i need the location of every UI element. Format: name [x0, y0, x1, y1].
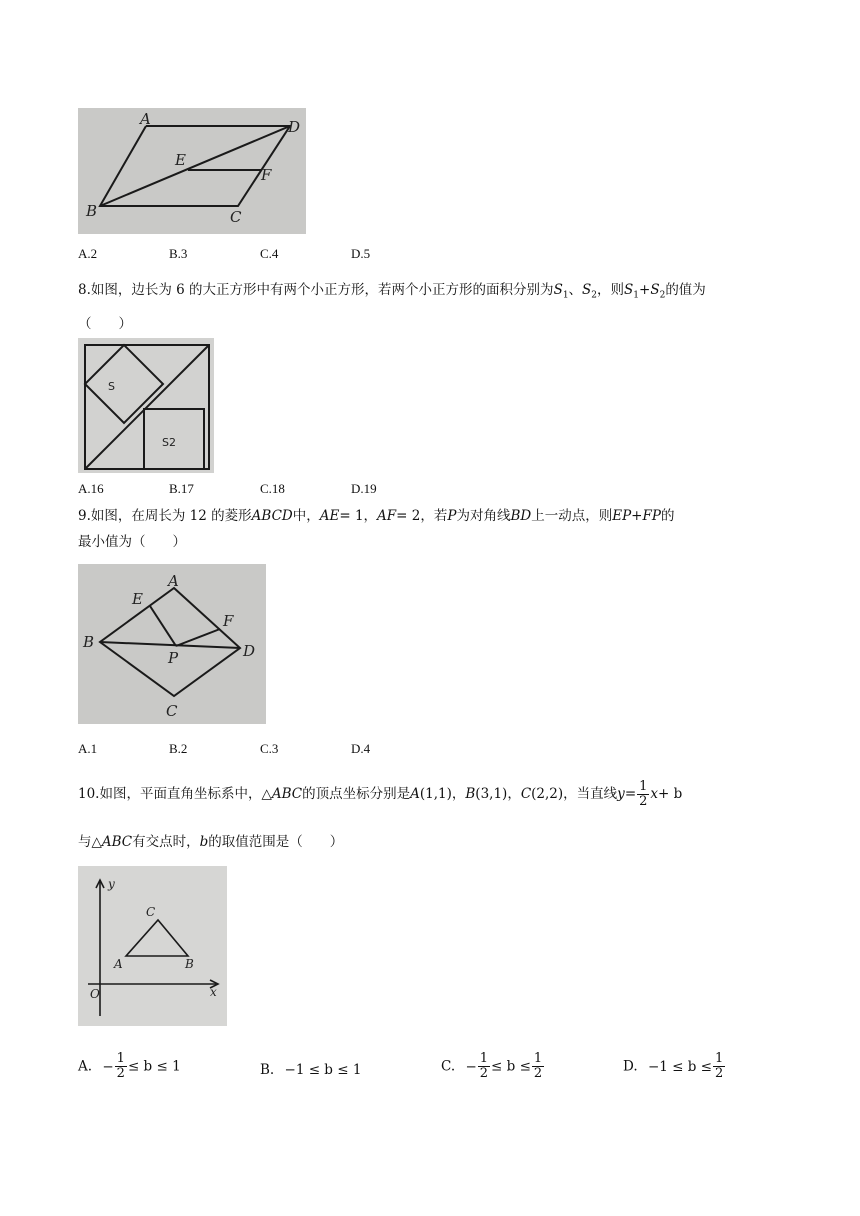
q10-label-y: y — [108, 877, 115, 891]
q9-option-b: B.2 — [169, 741, 188, 756]
q10-option-c-fraction-1: $\frac{1}{2}$ — [479, 1051, 489, 1081]
q9-segment-ep — [150, 606, 176, 646]
q8-square-s1 — [85, 345, 163, 423]
q10-option-b — [260, 1062, 361, 1078]
q8-text-a: 8.如图，边长为 6 的大正方形中有两个小正方形，若两个小正方形的面积分别为 — [78, 282, 554, 298]
q10-stem-line1: 10.如图，平面直角坐标系中，△ABC的顶点坐标分别是A(1,1)，B(3,1)，C(2,2)，当直线y= $\frac{1}{2}$ x+ b — [78, 779, 683, 809]
q7-label-c: C — [230, 208, 242, 226]
q8-option-b: B.17 — [169, 481, 194, 496]
q9-stem-line2: 最小值为（ ） — [78, 534, 186, 550]
q8-sum-s2: S — [650, 282, 660, 298]
q7-label-e: E — [175, 151, 186, 169]
q9-label-c: C — [166, 702, 178, 720]
q10-c-coord: (2,2) — [531, 786, 564, 802]
q9-text-a: 9.如图，在周长为 12 的菱形 — [78, 508, 252, 524]
q7-label-d: D — [288, 118, 301, 136]
q10-label-b: B — [185, 957, 194, 971]
q10-x: x — [650, 786, 659, 802]
q9-stem-line1 — [78, 506, 674, 526]
q9-label-p: P — [168, 649, 179, 667]
q10-a-coord: (1,1) — [419, 786, 452, 802]
q7-label-b: B — [86, 202, 98, 220]
q8-option-c: C.18 — [260, 481, 285, 496]
q10-option-d — [623, 1052, 726, 1081]
q10-b-coord: (3,1) — [475, 786, 508, 802]
q8-s1-sub: 1 — [562, 290, 569, 301]
q9-text-f: 的 — [660, 508, 675, 524]
q7-option-c: C.4 — [260, 246, 279, 261]
q9-eq2: = 2 — [396, 508, 421, 524]
q10-b: b — [199, 834, 209, 850]
q10-option-a-prefix: A. — [78, 1058, 93, 1075]
q10-point-a: A — [410, 786, 420, 802]
q8-sep: 、 — [568, 282, 583, 298]
q8-s2-sub: 2 — [591, 290, 598, 301]
q10-text-a: 10.如图，平面直角坐标系中，△ — [78, 786, 272, 802]
q9-label-e: E — [132, 590, 143, 608]
q10-slope-fraction: $\frac{1}{2}$ — [639, 779, 648, 809]
q9-fp: FP — [642, 508, 661, 524]
q9-af: AF — [377, 508, 397, 524]
q10-option-b-expr: −1 ≤ b ≤ 1 — [284, 1062, 362, 1078]
q8-option-d: D.19 — [351, 481, 377, 496]
q10-label-c: C — [146, 905, 156, 919]
q9-ep: EP — [612, 508, 632, 524]
q8-label-s2: S2 — [162, 436, 176, 449]
q9-text-e: 上一动点，则 — [531, 508, 613, 524]
q9-bd: BD — [510, 508, 532, 524]
q8-plus: + — [639, 282, 651, 298]
q8-sum-s1-sub: 1 — [633, 290, 640, 301]
q10-option-a-rest: ≤ b ≤ 1 — [127, 1058, 181, 1075]
q8-figure-squares — [78, 338, 214, 473]
q9-plus: + — [631, 508, 643, 524]
q10-point-c: C — [520, 786, 532, 802]
q10-option-d-fraction: $\frac{1}{2}$ — [714, 1051, 724, 1081]
q10-option-a-fraction: $\frac{1}{2}$ — [116, 1051, 125, 1081]
q8-sum-s2-sub: 2 — [659, 290, 666, 301]
q8-s2: S — [582, 282, 592, 298]
q9-option-d: D.4 — [351, 741, 371, 756]
q10-eq: = — [624, 786, 637, 802]
q8-label-s1: S — [108, 380, 115, 393]
q9-text-c: ，若 — [420, 508, 448, 524]
q10-option-c-prefix: C. — [441, 1058, 456, 1075]
q8-text-b: ，则 — [597, 282, 625, 298]
q9-abcd: ABCD — [251, 508, 293, 524]
q8-s1: S — [553, 282, 563, 298]
q7-option-d: D.5 — [351, 246, 371, 261]
q9-figure-rhombus — [78, 564, 266, 724]
q8-paren: （ ） — [78, 316, 132, 332]
q9-eq1: = 1 — [339, 508, 364, 524]
q9-text-d: 为对角线 — [456, 508, 511, 524]
q10-option-c-mid: ≤ b ≤ — [491, 1058, 531, 1075]
q10-option-c — [441, 1052, 545, 1081]
q10-abc: ABC — [271, 786, 303, 802]
q9-diagonal-bd — [100, 642, 240, 648]
q10-option-d-prefix: D. — [623, 1058, 638, 1075]
q10-option-c-fraction-2: $\frac{1}{2}$ — [533, 1051, 543, 1081]
q9-option-c: C.3 — [260, 741, 279, 756]
q7-label-a: A — [140, 110, 151, 128]
q9-label-b: B — [83, 633, 95, 651]
q10-option-a-minus: − — [102, 1058, 114, 1075]
q10-text-d: 与△ — [78, 834, 102, 850]
q10-option-d-expr: −1 ≤ b ≤ — [647, 1058, 712, 1075]
q7-option-b: B.3 — [169, 246, 188, 261]
q10-plus-b: + b — [658, 786, 683, 802]
q9-option-a: A.1 — [78, 741, 98, 756]
q9-segment-pf — [176, 629, 220, 646]
q8-option-a: A.16 — [78, 481, 104, 496]
q10-label-o: O — [90, 987, 100, 1001]
q10-text-c: ，当直线 — [563, 786, 618, 802]
q9-ae: AE — [319, 508, 340, 524]
q9-label-a: A — [168, 572, 179, 590]
q10-text-f: 的取值范围是（ ） — [208, 834, 344, 850]
q10-option-b-prefix: B. — [260, 1062, 275, 1078]
q8-diagonal — [85, 345, 209, 469]
q10-point-b: B — [465, 786, 476, 802]
q10-stem-line2 — [78, 832, 343, 852]
q10-abc-2: ABC — [101, 834, 133, 850]
q10-figure-coordinate — [78, 866, 227, 1026]
q10-label-a: A — [114, 957, 123, 971]
q7-option-a: A.2 — [78, 246, 98, 261]
q9-label-d: D — [243, 642, 256, 660]
q10-text-b: 的顶点坐标分别是 — [302, 786, 411, 802]
q8-sum-s1: S — [624, 282, 634, 298]
q7-label-f: F — [261, 166, 272, 184]
q10-text-e: 有交点时， — [132, 834, 200, 850]
q9-text-b: 中， — [292, 508, 320, 524]
q7-figure-parallelogram — [78, 108, 306, 234]
q8-text-c: 的值为 — [665, 282, 706, 298]
q10-triangle-abc — [126, 920, 188, 956]
q9-label-f: F — [223, 612, 234, 630]
q10-option-a — [78, 1052, 181, 1081]
q9-comma: ， — [363, 508, 378, 524]
q8-stem-line1 — [78, 280, 706, 306]
q10-label-x: x — [210, 985, 217, 999]
q10-option-c-minus: − — [465, 1058, 477, 1075]
q10-y: y — [617, 786, 625, 802]
q9-p: P — [447, 508, 457, 524]
